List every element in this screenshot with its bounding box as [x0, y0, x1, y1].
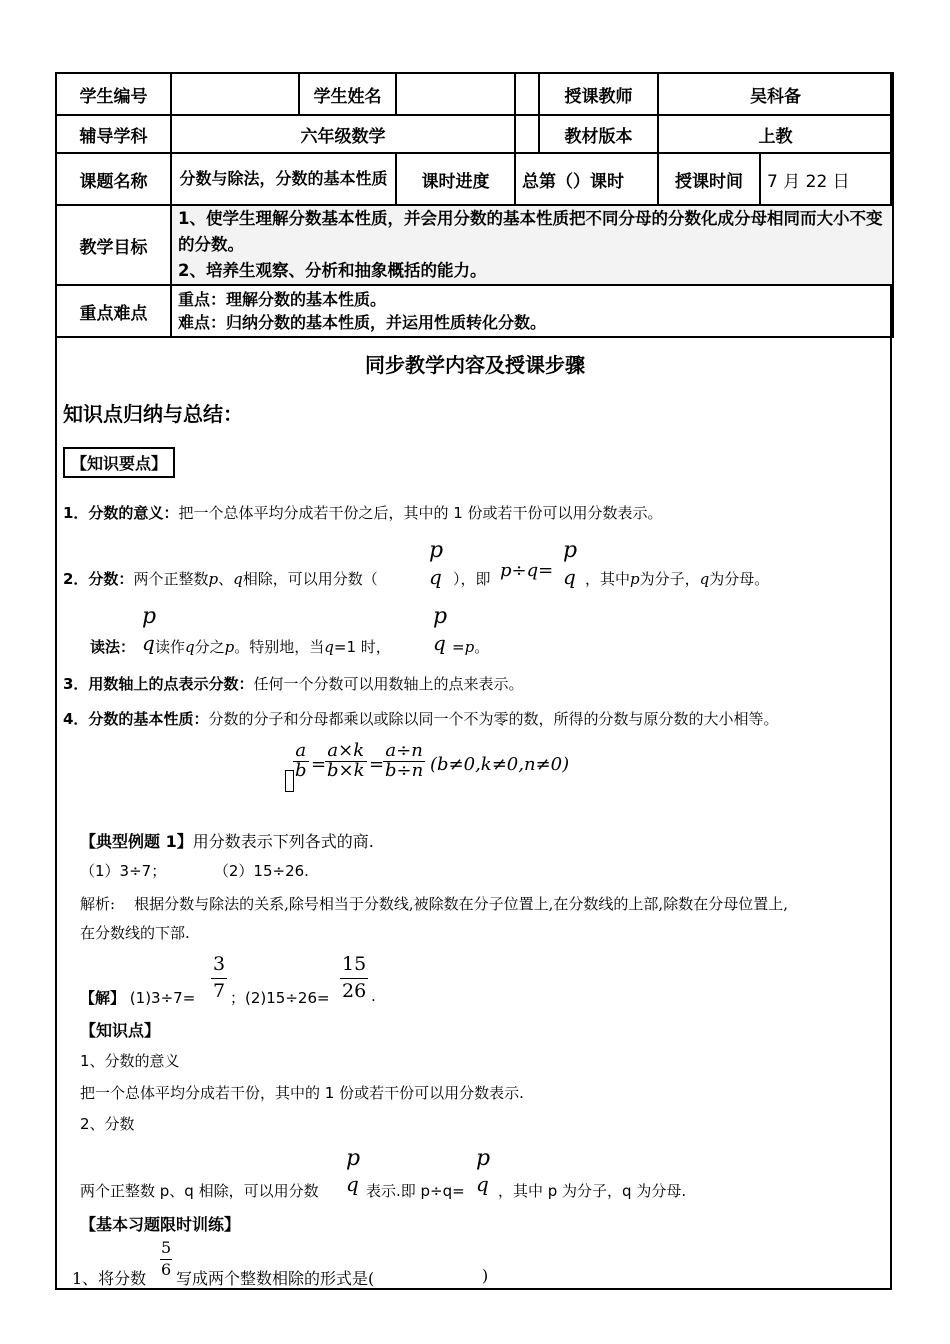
reading-text-d: =1 时，	[333, 638, 391, 656]
point-2-text-d: ），即	[453, 570, 491, 588]
point-3-label: 3．用数轴上的点表示分数：	[63, 675, 254, 693]
formula-fraction-a-b: $\frac{a}{b}$	[295, 740, 307, 781]
topic-value: 分数与除法，分数的基本性质	[171, 153, 396, 205]
question-1-denominator: 6	[161, 1260, 172, 1279]
reading-text-e: =	[452, 638, 465, 656]
spacer-cell	[515, 73, 539, 115]
teacher-label: 授课教师	[539, 73, 658, 115]
key-cell	[171, 285, 893, 337]
fraction-bar	[211, 978, 227, 979]
point-2-text-f: 为分子，	[639, 570, 700, 588]
goal-cell	[171, 205, 893, 285]
knowledge-point-1-title: 1、分数的意义	[80, 1052, 180, 1070]
table-row	[56, 115, 893, 153]
goal-line-1: 1、使学生理解分数基本性质，并会用分数的基本性质把不同分母的分数化成分母相同而大小不变的分数。	[178, 209, 883, 254]
table-row	[56, 153, 893, 205]
reading-rule	[90, 604, 590, 656]
pq-expression: p÷q=	[500, 560, 554, 581]
solution-text-c: .	[371, 987, 376, 1005]
example-1-label: 【典型例题 1】	[80, 832, 193, 851]
kp2-fraction-q: q	[346, 1172, 359, 1196]
point-4-text: 分数的分子和分母都乘以或除以同一个不为零的数，所得的分数与原分数的大小相等。	[208, 710, 779, 728]
fraction-q-denominator-2: q	[563, 565, 576, 589]
example-1-items: （1）3÷7； （2）15÷26.	[80, 862, 309, 880]
solution-fraction-1-denominator: 7	[213, 980, 226, 1002]
var-q: q	[233, 570, 243, 588]
topic-label: 课题名称	[56, 153, 171, 205]
solution-fraction-2-numerator: 15	[342, 953, 367, 975]
solution-text-a: (1)3÷7=	[129, 989, 196, 1007]
key-line-1: 重点：理解分数的基本性质。	[178, 290, 387, 309]
point-2-text-b: 、	[218, 570, 234, 588]
point-4	[63, 708, 778, 729]
spacer-cell	[515, 115, 539, 153]
reading-fraction-p: p	[142, 604, 157, 629]
student-name-label: 学生姓名	[299, 73, 396, 115]
var-p: p	[630, 570, 640, 588]
student-id-label: 学生编号	[56, 73, 171, 115]
formula-fraction-multiply: $\frac{a\times k}{b\times k}$	[327, 740, 365, 781]
key-label: 重点难点	[56, 285, 171, 337]
formula-equals-2: =	[369, 754, 385, 775]
time-label: 授课时间	[658, 153, 760, 205]
var-q: q	[699, 570, 710, 588]
formula-fraction-divide: $\frac{a\div n}{b\div n}$	[385, 740, 424, 781]
reading-text-f: 。	[474, 638, 490, 656]
example-1-text: 用分数表示下列各式的商.	[192, 832, 374, 851]
knowledge-point-2-text	[80, 1146, 800, 1201]
edition-label: 教材版本	[539, 115, 658, 153]
goal-label: 教学目标	[56, 205, 171, 285]
answer-blank[interactable]	[414, 1266, 478, 1286]
point-2-text-e: ，其中	[585, 570, 631, 588]
reading-text-b: 分之	[194, 638, 225, 656]
kp2-fraction-p-2: p	[476, 1146, 491, 1171]
fraction-p-numerator: p	[429, 538, 444, 563]
time-value: 7 月 22 日	[760, 153, 893, 205]
reading-text-a: 读作	[155, 638, 186, 656]
analysis-line-2: 在分数线的下部.	[80, 924, 190, 942]
subject-label: 辅导学科	[56, 115, 171, 153]
var-p: p	[208, 570, 219, 588]
point-1-text: 把一个总体平均分成若干份之后，其中的 1 份或若干份可以用分数表示。	[178, 504, 663, 522]
var-p: p	[224, 638, 235, 656]
point-3-text: 任何一个分数可以用数轴上的点来表示。	[253, 675, 524, 693]
point-4-label: 4．分数的基本性质：	[63, 710, 209, 728]
goal-line-2: 2、培养生观察、分析和抽象概括的能力。	[178, 261, 487, 280]
knowledge-point-2-title: 2、分数	[80, 1115, 135, 1133]
point-1-label: 1．分数的意义：	[63, 504, 179, 522]
point-2-text-g: 为分母。	[709, 570, 770, 588]
teacher-value: 吴科备	[658, 73, 893, 115]
progress-value: 总第（）课时	[515, 153, 658, 205]
subject-value: 六年级数学	[171, 115, 515, 153]
kp2-text-c: ，其中 p 为分子，q 为分母.	[498, 1182, 687, 1200]
student-id-value[interactable]	[171, 73, 299, 115]
table-row	[56, 285, 893, 337]
kp2-fraction-q-2: q	[476, 1172, 489, 1196]
fraction-q-denominator: q	[429, 565, 442, 589]
knowledge-point-heading: 【知识点】	[80, 1021, 161, 1040]
formula-equals-1: =	[311, 754, 327, 775]
question-1-text-a: 1、将分数	[72, 1269, 147, 1288]
point-2-label: 2．分数：	[63, 570, 134, 588]
solution-text-b: ；(2)15÷26=	[230, 989, 330, 1007]
kp2-text-a: 两个正整数 p、q 相除，可以用分数	[80, 1182, 319, 1200]
var-q: q	[185, 638, 195, 656]
formula-condition: (b≠0,k≠0,n≠0)	[430, 754, 570, 775]
solution-label: 【解】	[80, 989, 126, 1007]
kp2-fraction-p: p	[346, 1146, 361, 1171]
drill-heading: 【基本习题限时训练】	[80, 1215, 241, 1234]
summary-heading: 知识点归纳与总结：	[63, 402, 243, 426]
solution-fraction-2-denominator: 26	[342, 980, 367, 1002]
special-fraction-p: p	[433, 604, 448, 629]
special-fraction-q: q	[433, 631, 446, 655]
question-1-numerator: 5	[161, 1238, 172, 1257]
var-p: p	[464, 638, 475, 656]
fraction-bar	[340, 978, 368, 979]
student-name-value[interactable]	[396, 73, 515, 115]
key-line-2: 难点：归纳分数的基本性质，并运用性质转化分数。	[178, 313, 547, 332]
knowledge-point-1-text: 把一个总体平均分成若干份，其中的 1 份或若干份可以用分数表示.	[80, 1084, 524, 1102]
reading-label: 读法：	[90, 638, 136, 656]
var-q: q	[324, 638, 334, 656]
edition-value: 上教	[658, 115, 893, 153]
question-1-text-b: 写成两个整数相除的形式是(	[176, 1269, 375, 1288]
section-title: 同步教学内容及授课步骤	[365, 353, 585, 377]
point-3	[63, 673, 523, 694]
analysis-line-1: 解析: 根据分数与除法的关系,除号相当于分数线,被除数在分子位置上,在分数线的上部,除数在分母位置上,	[80, 895, 788, 913]
lesson-info-table	[55, 72, 894, 338]
question-1	[72, 1238, 572, 1288]
point-1	[63, 502, 663, 523]
solution-fraction-1-numerator: 3	[213, 953, 226, 975]
point-2-text-c: 相除，可以用分数（	[242, 570, 378, 588]
question-1-text-c: )	[482, 1266, 489, 1285]
point-2-text-a: 两个正整数	[133, 570, 209, 588]
solution	[80, 953, 480, 1008]
table-row	[56, 205, 893, 285]
example-1	[80, 829, 374, 852]
reading-text-c: 。特别地，当	[234, 638, 325, 656]
progress-label: 课时进度	[396, 153, 515, 205]
reading-fraction-q: q	[142, 631, 155, 655]
kp2-text-b: 表示.即 p÷q=	[366, 1182, 465, 1200]
fraction-p-numerator-2: p	[563, 538, 578, 563]
knowledge-box: 【知识要点】	[63, 447, 175, 478]
table-row	[56, 73, 893, 115]
